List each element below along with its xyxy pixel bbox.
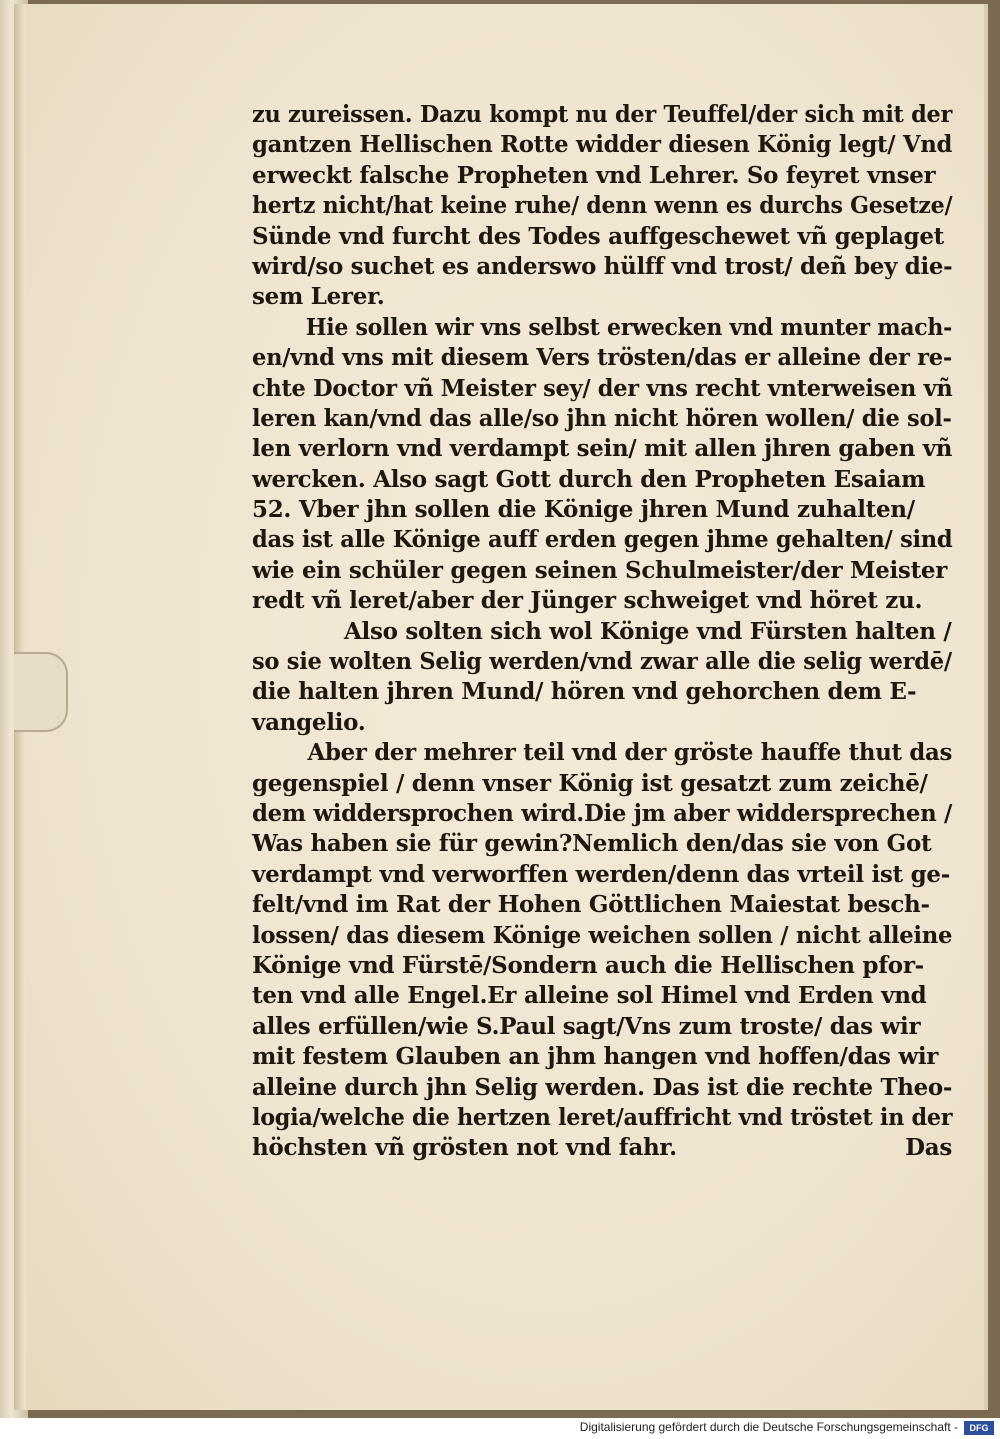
text-line: gegenspiel / denn vnser König ist gesatzt zum zeichē/	[252, 769, 928, 797]
text-line: so sie wolten Selig werden/vnd zwar alle die selig werdē/	[252, 648, 952, 676]
text-line: logia/welche die hertzen leret/auffricht vnd tröstet in der	[252, 1103, 953, 1131]
text-line: Sünde vnd furcht des Todes auffgeschewet vñ geplaget	[252, 222, 944, 250]
text-line: Also solten sich wol Könige vnd Fürsten halten /	[344, 617, 952, 645]
text-line: wird/so suchet es anderswo hülff vnd trost/ deñ bey die-	[252, 252, 953, 280]
text-line: lossen/ das diesem Könige weichen sollen / nicht alleine	[252, 921, 953, 949]
dfg-logo: DFG	[964, 1421, 994, 1435]
text-line: wercken. Also sagt Gott durch den Propheten Esaiam	[252, 465, 926, 493]
text-line: chte Doctor vñ Meister sey/ der vns recht vnterweisen vñ	[252, 374, 953, 402]
text-line: wie ein schüler gegen seinen Schulmeister/der Meister	[252, 556, 948, 584]
text-line: alles erfüllen/wie S.Paul sagt/Vns zum troste/ das wir	[252, 1012, 921, 1040]
text-line: mit festem Glauben an jhm hangen vnd hoffen/das wir	[252, 1043, 939, 1071]
text-line: redt vñ leret/aber der Jünger schweiget vnd höret zu.	[252, 587, 923, 615]
text-line: en/vnd vns mit diesem Vers trösten/das er alleine der re-	[252, 344, 952, 372]
funding-credit: Digitalisierung gefördert durch die Deutsche Forschungsgemeinschaft -	[579, 1420, 958, 1434]
footer-bar	[0, 1418, 1000, 1439]
catchword: Das	[905, 1134, 952, 1162]
text-line: Hie sollen wir vns selbst erwecken vnd munter mach-	[305, 313, 953, 341]
text-line: leren kan/vnd das alle/so jhn nicht hören wollen/ die sol-	[252, 404, 952, 432]
text-line: die halten jhren Mund/ hören vnd gehorchen dem E-	[252, 678, 917, 706]
text-line: Was haben sie für gewin?Nemlich den/das sie von Got	[252, 830, 932, 858]
text-line: Könige vnd Fürstē/Sondern auch die Hellischen pfor-	[252, 951, 924, 979]
text-line: gantzen Hellischen Rotte widder diesen König legt/ Vnd	[252, 131, 953, 159]
text-line: zu zureissen. Dazu kompt nu der Teuffel/der sich mit der	[252, 101, 953, 128]
text-line: das ist alle Könige auff erden gegen jhme gehalten/ sind	[252, 526, 953, 554]
text-line: Aber der mehrer teil vnd der gröste hauffe thut das	[307, 739, 953, 767]
text-line: 52. Vber jhn sollen die Könige jhren Mund zuhalten/	[252, 496, 915, 524]
text-line: sem Lerer.	[252, 283, 385, 311]
text-line: vangelio.	[252, 708, 366, 736]
text-line: hertz nicht/hat keine ruhe/ denn wenn es durchs Gesetze/	[252, 192, 953, 220]
text-line: verdampt vnd verworffen werden/denn das vrteil ist ge-	[252, 860, 950, 888]
text-line: höchsten vñ grösten not vnd fahr.	[252, 1134, 677, 1162]
text-line: dem widdersprochen wird.Die jm aber widdersprechen /	[252, 799, 953, 827]
text-line: felt/vnd im Rat der Hohen Göttlichen Maiestat besch-	[252, 891, 930, 919]
text-line: erweckt falsche Propheten vnd Lehrer. So feyret vnser	[252, 161, 936, 189]
last-line	[252, 1133, 952, 1163]
text-line: len verlorn vnd verdampt sein/ mit allen jhren gaben vñ	[252, 435, 953, 463]
book-page	[14, 4, 988, 1410]
text-line: alleine durch jhn Selig werden. Das ist die rechte Theo-	[252, 1073, 953, 1101]
text-line: ten vnd alle Engel.Er alleine sol Himel vnd Erden vnd	[252, 982, 927, 1010]
book-clasp	[14, 652, 68, 732]
text-block	[252, 100, 952, 1164]
